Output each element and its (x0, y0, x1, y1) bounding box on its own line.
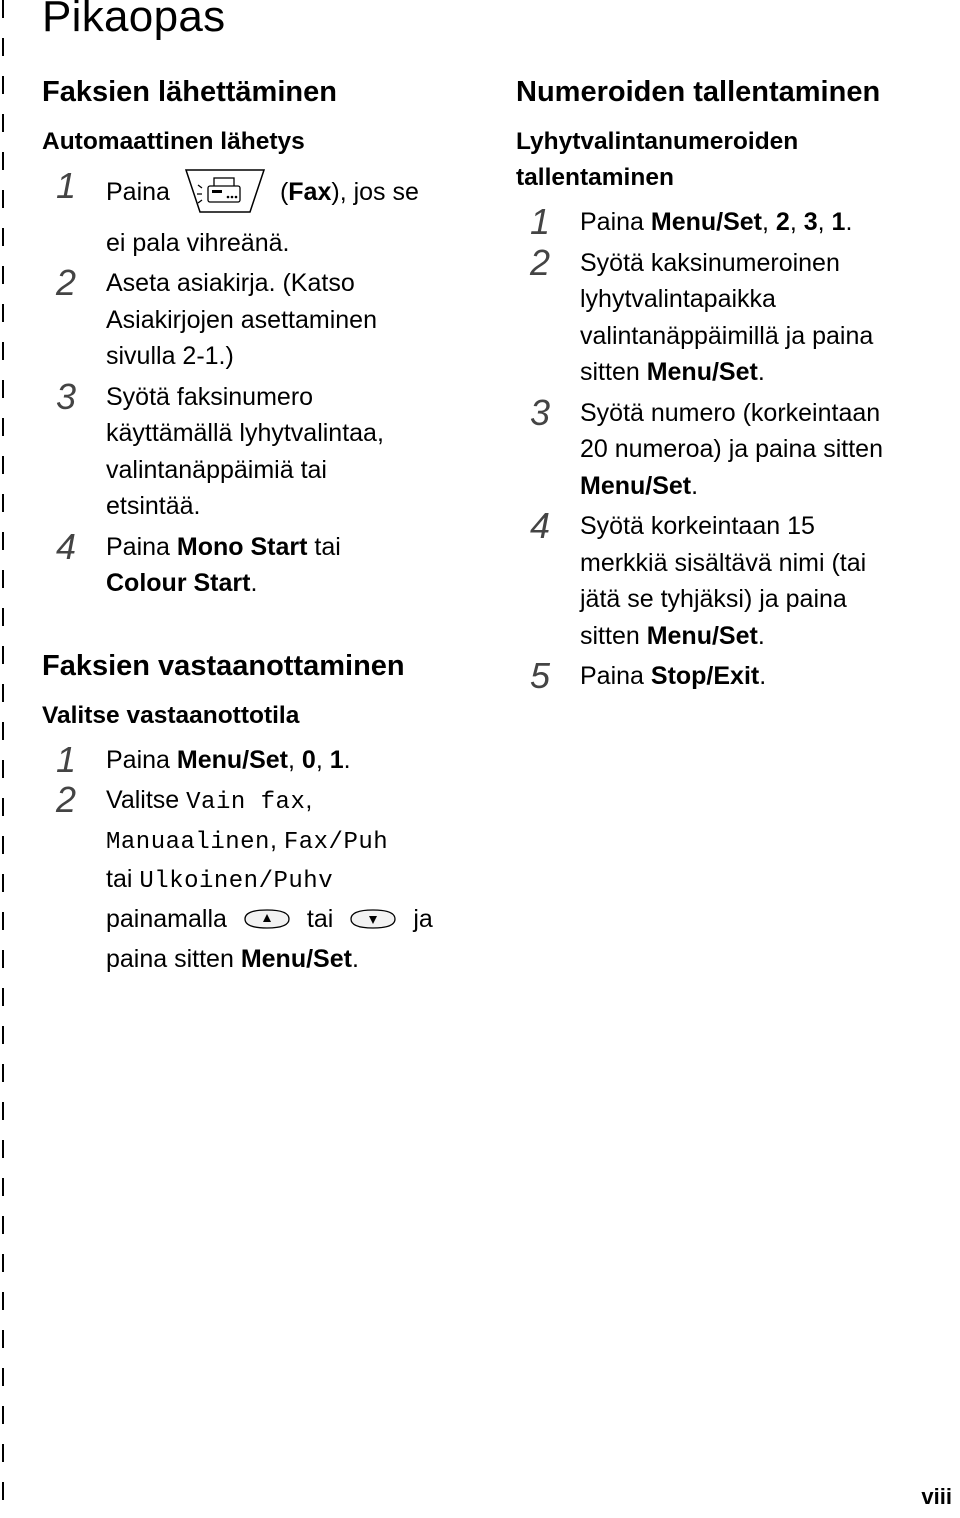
step-number: 2 (530, 241, 551, 283)
send-step-2: 2 Aseta asiakirja. (Katso Asiakirjojen asettaminen sivulla 2-1.) (56, 262, 377, 370)
store-step-3: 3 Syötä numero (korkeintaan 20 numeroa) ja paina sitten Menu/Set. (530, 391, 883, 500)
store-step-5: 5 Paina Stop/Exit. (530, 655, 767, 696)
up-arrow-key-icon (241, 905, 293, 942)
step-number: 4 (56, 525, 77, 567)
step-number: 3 (530, 391, 551, 433)
step-number: 1 (56, 165, 77, 206)
step-number: 1 (530, 201, 551, 242)
subheading-auto-send: Automaattinen lähetys (42, 128, 305, 155)
page-number: viii (921, 1484, 952, 1509)
step-number: 2 (56, 262, 77, 303)
step-number: 2 (56, 779, 77, 820)
section-heading-sending: Faksien lähettäminen (42, 76, 337, 108)
store-step-2: 2 Syötä kaksinumeroinen lyhytvalintapaikka valintanäppäimillä ja paina sitten Menu/Set. (530, 241, 874, 386)
send-step-3: 3 Syötä faksinumero käyttämällä lyhytvalintaa, valintanäppäimiä tai etsintää. (56, 375, 384, 520)
page-title: Pikaopas (42, 0, 226, 41)
step-number: 4 (530, 505, 551, 546)
right-column (516, 72, 956, 699)
down-arrow-key-icon (347, 905, 399, 942)
receive-step-2: 2 Valitse Vain fax, Manuaalinen, Fax/Puh tai Ulkoinen/Puhv painamalla tai ja paina sitten Menu/Set. (56, 779, 433, 973)
section-heading-receiving: Faksien vastaanottaminen (42, 649, 405, 682)
fax-key-icon (180, 168, 270, 225)
step-number: 3 (56, 375, 77, 417)
left-column (42, 72, 482, 982)
receive-step-1: 1 Paina Menu/Set, 0, 1. (56, 738, 351, 780)
step-number: 1 (56, 738, 77, 780)
store-step-1: 1 Paina Menu/Set, 2, 3, 1. (530, 201, 853, 242)
dashed-cut-line (2, 0, 4, 1500)
store-step-4: 4 Syötä korkeintaan 15 merkkiä sisältävä nimi (tai jätä se tyhjäksi) ja paina sitten Menu/Set. (530, 505, 867, 650)
step-number: 5 (530, 655, 551, 696)
send-step-4: 4 Paina Mono Start tai Colour Start. (56, 525, 341, 597)
subheading-receive-mode: Valitse vastaanottotila (42, 701, 300, 729)
section-heading-storing-numbers: Numeroiden tallentaminen (516, 76, 881, 108)
send-step-1: 1 Paina (Fax), jos se ei pala vihreänä. (56, 165, 419, 257)
subheading-speed-dial: Lyhytvalintanumeroiden tallentaminen (516, 128, 799, 191)
